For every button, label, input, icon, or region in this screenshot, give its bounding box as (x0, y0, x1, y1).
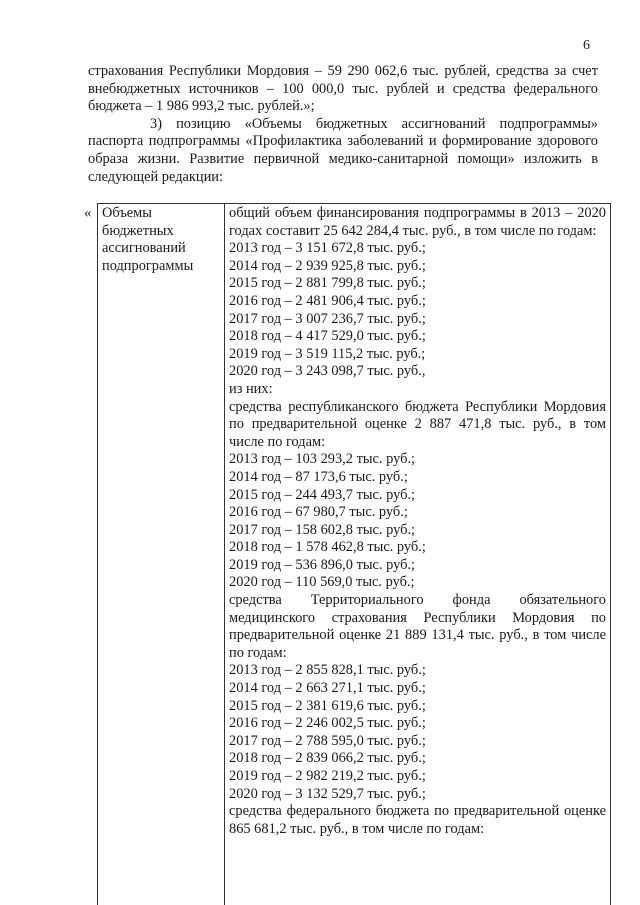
total-year-line: 2019 год – 3 519 115,2 тыс. руб.; (229, 345, 426, 362)
intro-text (88, 63, 598, 186)
total-year-line: 2015 год – 2 881 799,8 тыс. руб.; (229, 275, 426, 292)
federal-budget-text: средства федерального бюджета по предварительной оценке 865 681,2 тыс. руб., в том числе по годам: (229, 803, 606, 837)
total-year-line: 2013 год – 3 151 672,8 тыс. руб.; (229, 240, 426, 257)
continuation-paragraph: страхования Республики Мордовия – 59 290 062,6 тыс. рублей, средства за счет внебюджетных источников – 100 000,0 тыс. рублей и средства федерального бюджета – 1 986 993,2 тыс. рублей.»; (88, 63, 598, 115)
republican-year-line: 2014 год – 87 173,6 тыс. руб.; (229, 468, 408, 485)
territorial-year-line: 2014 год – 2 663 271,1 тыс. руб.; (229, 680, 426, 697)
republican-year-line: 2019 год – 536 896,0 тыс. руб.; (229, 556, 416, 573)
territorial-fund-text: средства Территориального фонда обязательного медицинского страхования Республики Мордовия по предварительной оценке 21 889 131,4 тыс. руб., в том числе по годам: (229, 592, 606, 661)
territorial-year-line: 2015 год – 2 381 619,6 тыс. руб.; (229, 697, 426, 714)
of-them-label: из них: (229, 380, 273, 397)
republican-year-line: 2018 год – 1 578 462,8 тыс. руб.; (229, 539, 426, 556)
republican-year-line: 2020 год – 110 569,0 тыс. руб.; (229, 574, 415, 591)
territorial-year-line: 2019 год – 2 982 219,2 тыс. руб.; (229, 768, 426, 784)
table-value-cell (225, 204, 611, 905)
total-financing-text: общий объем финансирования подпрограммы в 2013 – 2020 годах составит 25 642 284,4 тыс. руб., в том числе по годам: (229, 205, 606, 239)
page-number: 6 (583, 38, 590, 53)
item-3-paragraph: 3) позицию «Объемы бюджетных ассигнований подпрограммы» паспорта подпрограммы «Профилактика заболеваний и формирование здорового образа жизни. Развитие первичной медико-санитарной помощи» изложить в следующей редакции: (88, 115, 598, 185)
republican-budget-text: средства республиканского бюджета Республики Мордовия по предварительной оценке 2 887 471,8 тыс. руб., в том числе по годам: (229, 398, 606, 450)
republican-year-line: 2017 год – 158 602,8 тыс. руб.; (229, 521, 416, 538)
budget-allocations-table (97, 203, 611, 905)
table-row (98, 204, 611, 905)
table-label-cell (98, 204, 225, 905)
republican-year-line: 2016 год – 67 980,7 тыс. руб.; (229, 504, 408, 521)
total-year-line: 2014 год – 2 939 925,8 тыс. руб.; (229, 257, 426, 274)
total-year-line: 2017 год – 3 007 236,7 тыс. руб.; (229, 310, 426, 327)
table-label: Объемы бюджетных ассигнований подпрограммы (102, 205, 194, 274)
total-year-line: 2018 год – 4 417 529,0 тыс. руб.; (229, 328, 426, 345)
republican-year-line: 2015 год – 244 493,7 тыс. руб.; (229, 486, 416, 503)
territorial-year-line: 2018 год – 2 839 066,2 тыс. руб.; (229, 750, 426, 767)
territorial-year-line: 2013 год – 2 855 828,1 тыс. руб.; (229, 662, 426, 679)
opening-quote-mark: « (84, 205, 92, 221)
territorial-year-line: 2016 год – 2 246 002,5 тыс. руб.; (229, 715, 426, 732)
total-year-line: 2020 год – 3 243 098,7 тыс. руб., (229, 363, 426, 380)
territorial-year-line: 2017 год – 2 788 595,0 тыс. руб.; (229, 732, 426, 749)
territorial-year-line: 2020 год – 3 132 529,7 тыс. руб.; (229, 785, 426, 802)
republican-year-line: 2013 год – 103 293,2 тыс. руб.; (229, 451, 416, 468)
total-year-line: 2016 год – 2 481 906,4 тыс. руб.; (229, 292, 426, 309)
